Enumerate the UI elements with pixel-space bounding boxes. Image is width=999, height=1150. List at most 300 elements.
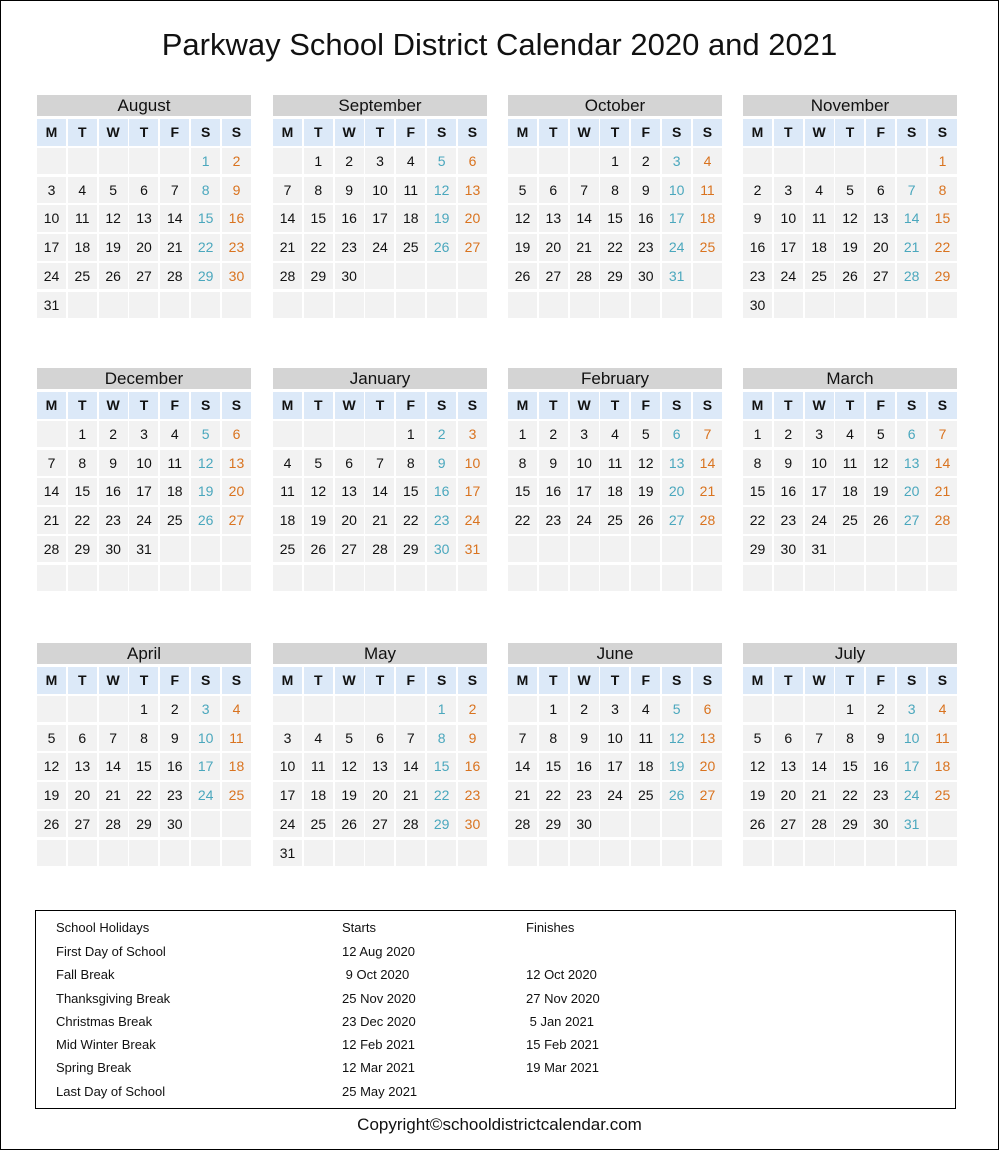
empty-day-cell (37, 421, 66, 448)
empty-day-cell (396, 263, 425, 290)
weekday-header: S (222, 119, 251, 146)
weekday-header: F (396, 667, 425, 694)
day-cell: 22 (396, 507, 425, 534)
holiday-row (36, 1060, 955, 1080)
day-cell: 8 (191, 177, 220, 204)
day-cell: 22 (928, 234, 957, 261)
day-cell: 16 (222, 205, 251, 232)
day-cell: 21 (160, 234, 189, 261)
day-cell: 1 (396, 421, 425, 448)
month-march (743, 368, 957, 591)
day-cell: 30 (160, 811, 189, 838)
empty-day-cell (365, 263, 394, 290)
weekday-header: W (335, 392, 364, 419)
month-grid (508, 119, 722, 318)
day-cell: 23 (743, 263, 772, 290)
holiday-row (36, 991, 955, 1011)
weekday-header: T (129, 667, 158, 694)
empty-day-cell (866, 536, 895, 563)
day-cell: 16 (427, 478, 456, 505)
empty-day-cell (396, 292, 425, 319)
day-cell: 14 (693, 450, 722, 477)
day-cell: 16 (160, 753, 189, 780)
month-name: July (743, 643, 957, 664)
day-cell: 6 (222, 421, 251, 448)
day-cell: 18 (160, 478, 189, 505)
weekday-header: F (160, 119, 189, 146)
empty-day-cell (396, 840, 425, 867)
day-cell: 1 (304, 148, 333, 175)
day-cell: 30 (743, 292, 772, 319)
day-cell: 7 (805, 725, 834, 752)
weekday-header: T (129, 119, 158, 146)
day-cell: 19 (631, 478, 660, 505)
day-cell: 24 (365, 234, 394, 261)
empty-day-cell (805, 696, 834, 723)
day-cell: 20 (662, 478, 691, 505)
day-cell: 12 (866, 450, 895, 477)
day-cell: 21 (805, 782, 834, 809)
copyright-text: Copyright©schooldistrictcalendar.com (357, 1115, 642, 1134)
empty-day-cell (805, 565, 834, 592)
holiday-finishes: 12 Oct 2020 (526, 967, 597, 982)
empty-day-cell (304, 696, 333, 723)
day-cell: 2 (570, 696, 599, 723)
weekday-header: F (631, 667, 660, 694)
day-cell: 18 (273, 507, 302, 534)
empty-day-cell (304, 565, 333, 592)
day-cell: 20 (129, 234, 158, 261)
holiday-name: Spring Break (56, 1060, 132, 1075)
day-cell: 29 (928, 263, 957, 290)
day-cell: 14 (160, 205, 189, 232)
day-cell: 26 (866, 507, 895, 534)
weekday-header: M (37, 119, 66, 146)
day-cell: 27 (222, 507, 251, 534)
weekday-header: T (68, 667, 97, 694)
month-grid (273, 667, 487, 866)
day-cell: 13 (129, 205, 158, 232)
day-cell: 16 (99, 478, 128, 505)
day-cell: 10 (662, 177, 691, 204)
day-cell: 21 (365, 507, 394, 534)
day-cell: 12 (743, 753, 772, 780)
empty-day-cell (68, 565, 97, 592)
day-cell: 11 (835, 450, 864, 477)
day-cell: 20 (335, 507, 364, 534)
weekday-header: T (774, 119, 803, 146)
day-cell: 19 (743, 782, 772, 809)
day-cell: 25 (222, 782, 251, 809)
day-cell: 4 (805, 177, 834, 204)
weekday-header: W (570, 119, 599, 146)
month-grid (508, 392, 722, 591)
day-cell: 11 (160, 450, 189, 477)
month-september (273, 95, 487, 318)
day-cell: 27 (335, 536, 364, 563)
month-may (273, 643, 487, 866)
day-cell: 28 (928, 507, 957, 534)
empty-day-cell (273, 696, 302, 723)
empty-day-cell (835, 840, 864, 867)
day-cell: 10 (37, 205, 66, 232)
holiday-row (36, 1014, 955, 1034)
day-cell: 19 (508, 234, 537, 261)
weekday-header: T (600, 667, 629, 694)
weekday-header: S (693, 392, 722, 419)
day-cell: 30 (99, 536, 128, 563)
day-cell: 15 (539, 753, 568, 780)
day-cell: 28 (508, 811, 537, 838)
day-cell: 10 (805, 450, 834, 477)
empty-day-cell (273, 148, 302, 175)
weekday-header: F (396, 392, 425, 419)
day-cell: 10 (458, 450, 487, 477)
day-cell: 25 (68, 263, 97, 290)
weekday-header: F (631, 392, 660, 419)
day-cell: 8 (427, 725, 456, 752)
empty-day-cell (191, 811, 220, 838)
day-cell: 19 (304, 507, 333, 534)
empty-day-cell (743, 148, 772, 175)
day-cell: 9 (631, 177, 660, 204)
empty-day-cell (539, 840, 568, 867)
weekday-header: S (662, 119, 691, 146)
day-cell: 1 (68, 421, 97, 448)
empty-day-cell (427, 292, 456, 319)
month-grid (37, 667, 251, 866)
day-cell: 27 (458, 234, 487, 261)
day-cell: 7 (273, 177, 302, 204)
empty-day-cell (928, 536, 957, 563)
empty-day-cell (693, 536, 722, 563)
empty-day-cell (539, 292, 568, 319)
day-cell: 26 (335, 811, 364, 838)
day-cell: 8 (928, 177, 957, 204)
month-grid (37, 392, 251, 591)
day-cell: 4 (304, 725, 333, 752)
day-cell: 14 (273, 205, 302, 232)
holiday-starts: 25 May 2021 (342, 1084, 418, 1099)
day-cell: 19 (866, 478, 895, 505)
day-cell: 9 (427, 450, 456, 477)
weekday-header: S (222, 392, 251, 419)
day-cell: 30 (631, 263, 660, 290)
page-title: Parkway School District Calendar 2020 and 2021 (161, 27, 838, 62)
day-cell: 1 (129, 696, 158, 723)
day-cell: 25 (928, 782, 957, 809)
day-cell: 6 (365, 725, 394, 752)
day-cell: 21 (37, 507, 66, 534)
day-cell: 3 (570, 421, 599, 448)
day-cell: 14 (396, 753, 425, 780)
weekday-header: W (805, 392, 834, 419)
holiday-row (36, 1037, 955, 1057)
day-cell: 9 (160, 725, 189, 752)
weekday-header: F (866, 667, 895, 694)
day-cell: 8 (304, 177, 333, 204)
weekday-header: T (68, 392, 97, 419)
day-cell: 28 (273, 263, 302, 290)
day-cell: 20 (68, 782, 97, 809)
weekday-header: F (160, 667, 189, 694)
empty-day-cell (365, 421, 394, 448)
day-cell: 28 (693, 507, 722, 534)
day-cell: 23 (774, 507, 803, 534)
day-cell: 30 (570, 811, 599, 838)
empty-day-cell (835, 536, 864, 563)
day-cell: 28 (99, 811, 128, 838)
day-cell: 3 (273, 725, 302, 752)
day-cell: 11 (68, 205, 97, 232)
day-cell: 18 (631, 753, 660, 780)
day-cell: 25 (805, 263, 834, 290)
weekday-header: S (928, 667, 957, 694)
day-cell: 24 (273, 811, 302, 838)
weekday-header: M (743, 119, 772, 146)
day-cell: 16 (458, 753, 487, 780)
weekday-header: T (600, 119, 629, 146)
day-cell: 23 (539, 507, 568, 534)
month-name: February (508, 368, 722, 389)
holiday-finishes: 5 Jan 2021 (526, 1014, 594, 1029)
empty-day-cell (273, 565, 302, 592)
empty-day-cell (99, 292, 128, 319)
empty-day-cell (458, 565, 487, 592)
weekday-header: T (129, 392, 158, 419)
month-name: May (273, 643, 487, 664)
empty-day-cell (897, 148, 926, 175)
day-cell: 14 (99, 753, 128, 780)
day-cell: 28 (805, 811, 834, 838)
weekday-header: S (897, 392, 926, 419)
day-cell: 21 (570, 234, 599, 261)
day-cell: 5 (427, 148, 456, 175)
day-cell: 27 (662, 507, 691, 534)
empty-day-cell (693, 565, 722, 592)
day-cell: 26 (191, 507, 220, 534)
day-cell: 26 (662, 782, 691, 809)
empty-day-cell (68, 148, 97, 175)
weekday-header: W (805, 119, 834, 146)
weekday-header: F (866, 392, 895, 419)
day-cell: 23 (427, 507, 456, 534)
empty-day-cell (539, 565, 568, 592)
day-cell: 9 (570, 725, 599, 752)
weekday-header: M (743, 392, 772, 419)
empty-day-cell (508, 565, 537, 592)
day-cell: 19 (191, 478, 220, 505)
empty-day-cell (427, 263, 456, 290)
empty-day-cell (693, 263, 722, 290)
empty-day-cell (631, 565, 660, 592)
day-cell: 3 (458, 421, 487, 448)
day-cell: 13 (866, 205, 895, 232)
empty-day-cell (600, 840, 629, 867)
day-cell: 13 (774, 753, 803, 780)
day-cell: 18 (396, 205, 425, 232)
day-cell: 6 (129, 177, 158, 204)
day-cell: 1 (928, 148, 957, 175)
weekday-header: M (508, 667, 537, 694)
empty-day-cell (427, 840, 456, 867)
month-june (508, 643, 722, 866)
day-cell: 26 (304, 536, 333, 563)
day-cell: 5 (335, 725, 364, 752)
day-cell: 11 (600, 450, 629, 477)
day-cell: 16 (539, 478, 568, 505)
day-cell: 2 (427, 421, 456, 448)
day-cell: 17 (662, 205, 691, 232)
day-cell: 10 (273, 753, 302, 780)
day-cell: 23 (222, 234, 251, 261)
weekday-header: T (539, 119, 568, 146)
empty-day-cell (570, 840, 599, 867)
day-cell: 14 (897, 205, 926, 232)
day-cell: 21 (99, 782, 128, 809)
day-cell: 12 (427, 177, 456, 204)
day-cell: 25 (835, 507, 864, 534)
weekday-header: W (570, 392, 599, 419)
day-cell: 12 (508, 205, 537, 232)
day-cell: 15 (396, 478, 425, 505)
weekday-header: S (897, 667, 926, 694)
weekday-header: S (458, 667, 487, 694)
weekday-header: M (273, 392, 302, 419)
day-cell: 9 (458, 725, 487, 752)
day-cell: 26 (835, 263, 864, 290)
holiday-row (36, 1084, 955, 1104)
day-cell: 25 (160, 507, 189, 534)
day-cell: 20 (774, 782, 803, 809)
empty-day-cell (68, 840, 97, 867)
day-cell: 23 (570, 782, 599, 809)
day-cell: 5 (631, 421, 660, 448)
day-cell: 16 (743, 234, 772, 261)
empty-day-cell (191, 565, 220, 592)
day-cell: 30 (222, 263, 251, 290)
month-grid (743, 667, 957, 866)
day-cell: 6 (458, 148, 487, 175)
holiday-starts: 23 Dec 2020 (342, 1014, 416, 1029)
day-cell: 29 (539, 811, 568, 838)
day-cell: 27 (129, 263, 158, 290)
day-cell: 17 (897, 753, 926, 780)
empty-day-cell (662, 292, 691, 319)
day-cell: 2 (743, 177, 772, 204)
day-cell: 13 (693, 725, 722, 752)
empty-day-cell (37, 148, 66, 175)
empty-day-cell (693, 840, 722, 867)
day-cell: 5 (508, 177, 537, 204)
day-cell: 19 (662, 753, 691, 780)
day-cell: 27 (774, 811, 803, 838)
day-cell: 4 (693, 148, 722, 175)
day-cell: 13 (458, 177, 487, 204)
day-cell: 11 (304, 753, 333, 780)
empty-day-cell (191, 840, 220, 867)
empty-day-cell (897, 292, 926, 319)
day-cell: 2 (335, 148, 364, 175)
day-cell: 22 (191, 234, 220, 261)
empty-day-cell (160, 536, 189, 563)
day-cell: 4 (631, 696, 660, 723)
month-name: March (743, 368, 957, 389)
month-grid (743, 119, 957, 318)
day-cell: 8 (68, 450, 97, 477)
weekday-header: S (458, 119, 487, 146)
holiday-row (36, 967, 955, 987)
day-cell: 11 (396, 177, 425, 204)
month-grid (273, 119, 487, 318)
day-cell: 17 (805, 478, 834, 505)
empty-day-cell (539, 536, 568, 563)
empty-day-cell (335, 421, 364, 448)
empty-day-cell (68, 696, 97, 723)
day-cell: 6 (897, 421, 926, 448)
day-cell: 9 (99, 450, 128, 477)
day-cell: 29 (835, 811, 864, 838)
day-cell: 7 (897, 177, 926, 204)
empty-day-cell (866, 565, 895, 592)
day-cell: 14 (805, 753, 834, 780)
day-cell: 15 (508, 478, 537, 505)
empty-day-cell (508, 536, 537, 563)
weekday-header: T (68, 119, 97, 146)
day-cell: 23 (160, 782, 189, 809)
day-cell: 15 (191, 205, 220, 232)
empty-day-cell (897, 536, 926, 563)
empty-day-cell (631, 292, 660, 319)
empty-day-cell (365, 292, 394, 319)
day-cell: 19 (335, 782, 364, 809)
empty-day-cell (774, 148, 803, 175)
day-cell: 22 (508, 507, 537, 534)
day-cell: 12 (37, 753, 66, 780)
day-cell: 1 (835, 696, 864, 723)
month-name: October (508, 95, 722, 116)
day-cell: 18 (835, 478, 864, 505)
empty-day-cell (570, 536, 599, 563)
weekday-header: M (273, 667, 302, 694)
holidays-header-starts: Starts (342, 920, 376, 935)
day-cell: 1 (508, 421, 537, 448)
empty-day-cell (273, 292, 302, 319)
empty-day-cell (458, 840, 487, 867)
day-cell: 4 (600, 421, 629, 448)
holiday-starts: 25 Nov 2020 (342, 991, 416, 1006)
empty-day-cell (805, 148, 834, 175)
day-cell: 21 (928, 478, 957, 505)
empty-day-cell (222, 536, 251, 563)
day-cell: 7 (693, 421, 722, 448)
holiday-starts: 12 Mar 2021 (342, 1060, 415, 1075)
empty-day-cell (805, 292, 834, 319)
day-cell: 29 (743, 536, 772, 563)
empty-day-cell (743, 696, 772, 723)
day-cell: 30 (335, 263, 364, 290)
day-cell: 22 (600, 234, 629, 261)
empty-day-cell (508, 696, 537, 723)
day-cell: 28 (897, 263, 926, 290)
month-january (273, 368, 487, 591)
weekday-header: S (427, 119, 456, 146)
day-cell: 5 (835, 177, 864, 204)
day-cell: 7 (508, 725, 537, 752)
weekday-header: T (304, 119, 333, 146)
empty-day-cell (68, 292, 97, 319)
empty-day-cell (458, 263, 487, 290)
